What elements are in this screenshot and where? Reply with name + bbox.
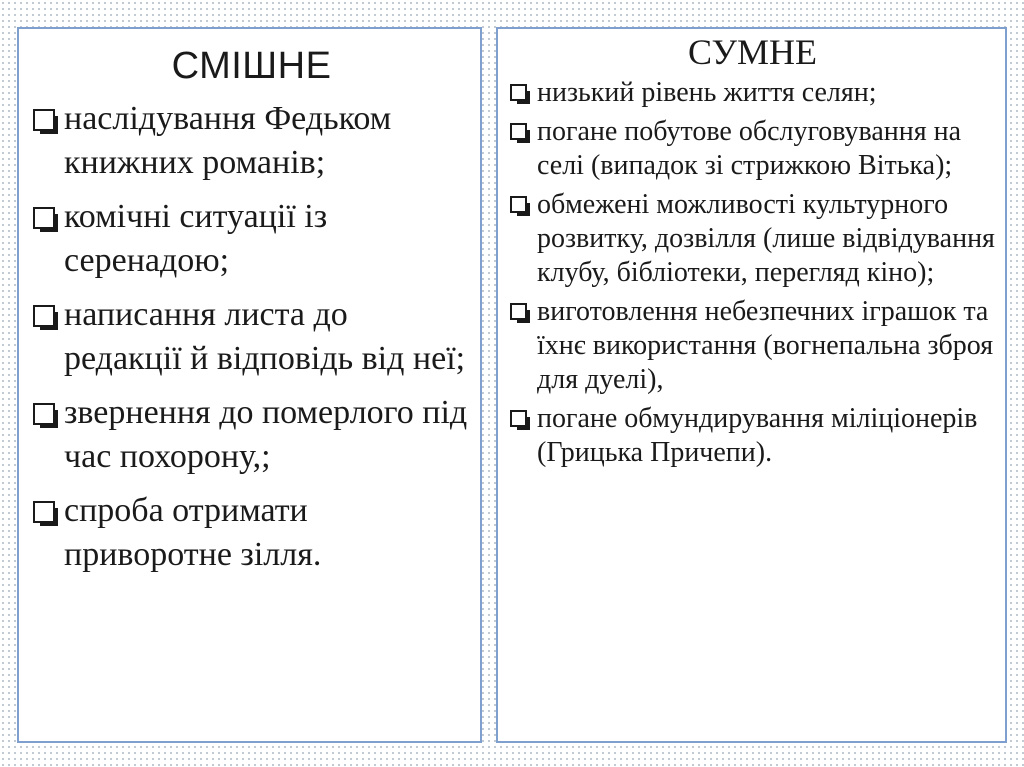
funny-item-text: спроба отримати приворотне зілля. [64,492,322,573]
sad-panel-title: СУМНЕ [687,32,818,72]
checkbox-bullet-icon [33,207,55,229]
checkbox-bullet-icon [510,303,527,320]
checkbox-bullet-icon [33,305,55,327]
sad-list-item [510,188,995,290]
sad-list-item [510,115,995,183]
funny-item-text: комічні ситуації із серенадою; [64,198,328,279]
sad-item-text: погане обмундирування міліціонерів (Грицька Причепи). [537,403,978,468]
checkbox-bullet-icon [33,403,55,425]
funny-list-item [33,97,470,185]
funny-item-text: звернення до померлого під час похорону,; [64,394,468,475]
funny-panel [17,27,482,743]
funny-item-text: наслідування Федьком книжних романів; [64,100,392,181]
checkbox-bullet-icon [33,501,55,523]
sad-item-text: обмежені можливості культурного розвитку, дозвілля (лише відвідування клубу, бібліотеки, перегляд кіно); [537,189,995,288]
sad-item-text: низький рівень життя селян; [537,77,877,108]
sad-panel [496,27,1007,743]
sad-list [510,76,995,470]
funny-list-item [33,195,470,283]
checkbox-bullet-icon [33,109,55,131]
funny-item-text: написання листа до редакції й відповідь від неї; [64,296,466,377]
funny-list-item [33,489,470,577]
funny-list-item [33,293,470,381]
funny-list [33,97,470,577]
checkbox-bullet-icon [510,84,527,101]
sad-list-item [510,295,995,397]
sad-list-item [510,76,995,110]
checkbox-bullet-icon [510,410,527,427]
funny-list-item [33,391,470,479]
sad-item-text: виготовлення небезпечних іграшок та їхнє використання (вогнепальна зброя для дуелі), [537,296,994,395]
checkbox-bullet-icon [510,196,527,213]
sad-list-item [510,402,995,470]
sad-item-text: погане побутове обслуговування на селі (випадок зі стрижкою Вітька); [537,116,962,181]
checkbox-bullet-icon [510,123,527,140]
funny-panel-title: СМІШНЕ [171,45,332,87]
